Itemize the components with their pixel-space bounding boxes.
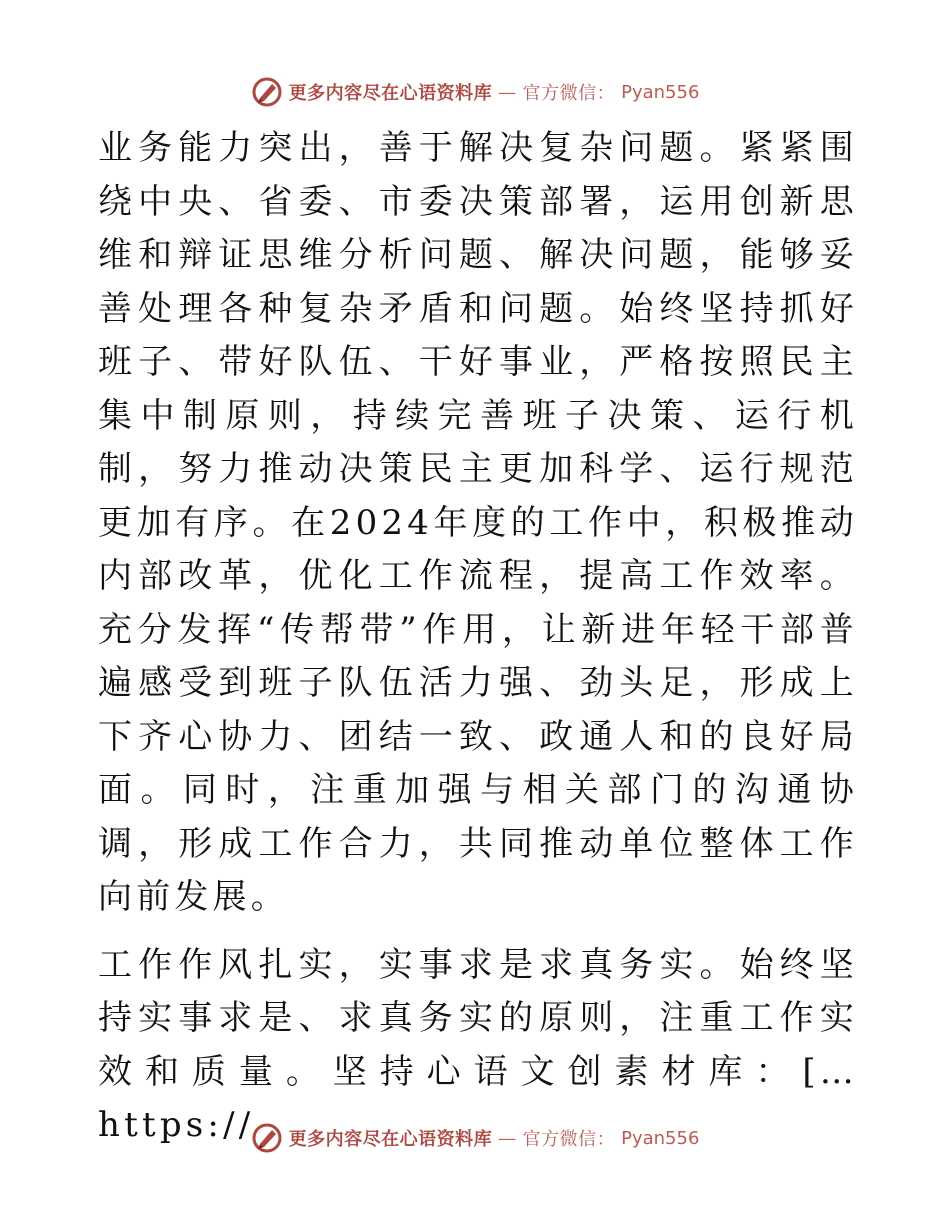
watermark-dash: — (498, 81, 517, 103)
watermark-main-text: 更多内容尽在心语资料库 (288, 83, 493, 104)
paragraph-1: 业务能力突出，善于解决复杂问题。紧紧围绕中央、省委、市委决策部署，运用创新思维和辩证思维分析问题、解决问题，能够妥善处理各种复杂矛盾和问题。始终坚持抓好班子、带好队伍、干好事业，严格按照民主集中制原则，持续完善班子决策、运行机制，努力推动决策民主更加科学、运行规范更加有序。在2024年度的工作中，积极推动内部改革，优化工作流程，提高工作效率。充分发挥“传帮带”作用，让新进年轻干部普遍感受到班子队伍活力强、劲头足，形成上下齐心协力、团结一致、政通人和的良好局面。同时，注重加强与相关部门的沟通协调，形成工作合力，共同推动单位整体工作向前发展。 (98, 128, 858, 917)
header-watermark (0, 72, 950, 112)
watermark-sub-text: 官方微信： (522, 83, 616, 104)
footer-watermark (0, 1118, 950, 1158)
watermark-wechat-id: Pyan556 (621, 1127, 700, 1149)
watermark-main-text: 更多内容尽在心语资料库 (288, 1129, 493, 1150)
document-body (98, 122, 858, 1153)
pen-logo-icon (251, 1122, 283, 1154)
watermark-sub-text: 官方微信： (522, 1129, 616, 1150)
watermark-wechat-id: Pyan556 (621, 81, 700, 103)
paragraph-2: 工作作风扎实，实事求是求真务实。始终坚持实事求是、求真务实的原则，注重工作实效和质量。坚持心语文创素材库：[…https:// (98, 944, 858, 1145)
pen-logo-icon (251, 76, 283, 108)
watermark-dash: — (498, 1127, 517, 1149)
